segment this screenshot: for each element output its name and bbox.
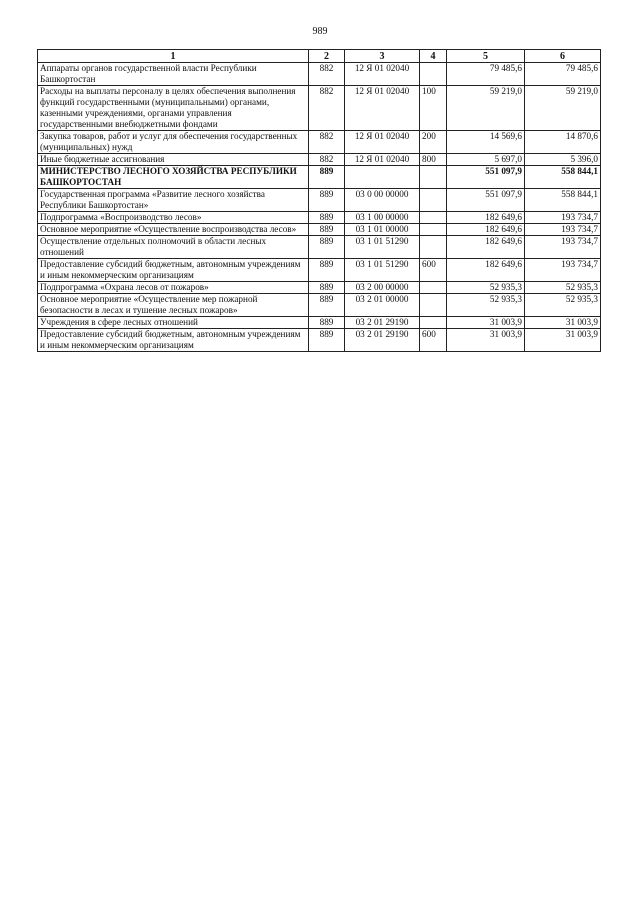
row-name-cell: Расходы на выплаты персоналу в целях обеспечения выполнения функций государственными (муниципальными) органами, казенными учреждениями, органами управления государственными внебюджетными фондами (38, 86, 309, 131)
row-name-cell: Осуществление отдельных полномочий в области лесных отношений (38, 236, 309, 259)
table-body (38, 63, 601, 352)
table-row (38, 86, 601, 131)
row-sum2-cell: 193 734,7 (525, 259, 601, 282)
table-row (38, 317, 601, 329)
row-sum1-cell: 52 935,3 (447, 294, 525, 317)
row-ved-cell: 882 (309, 63, 345, 86)
row-sum2-cell: 31 003,9 (525, 317, 601, 329)
row-ved-cell: 889 (309, 294, 345, 317)
column-header-2: 2 (309, 50, 345, 63)
column-header-5: 5 (447, 50, 525, 63)
table-header (38, 50, 601, 63)
row-sum1-cell: 551 097,9 (447, 189, 525, 212)
row-sum2-cell: 14 870,6 (525, 131, 601, 154)
table-row (38, 131, 601, 154)
column-header-3: 3 (345, 50, 420, 63)
row-name-cell: Подпрограмма «Воспроизводство лесов» (38, 212, 309, 224)
row-sum2-cell: 5 396,0 (525, 154, 601, 166)
row-name-cell: Предоставление субсидий бюджетным, автономным учреждениям и иным некоммерческим организациям (38, 329, 309, 352)
row-vr-cell (420, 212, 447, 224)
row-sum1-cell: 59 219,0 (447, 86, 525, 131)
row-vr-cell (420, 282, 447, 294)
row-ved-cell: 882 (309, 154, 345, 166)
row-ved-cell: 889 (309, 166, 345, 189)
row-vr-cell (420, 189, 447, 212)
row-vr-cell: 800 (420, 154, 447, 166)
row-name-cell: Учреждения в сфере лесных отношений (38, 317, 309, 329)
row-sum1-cell: 79 485,6 (447, 63, 525, 86)
row-ved-cell: 882 (309, 131, 345, 154)
row-vr-cell: 200 (420, 131, 447, 154)
row-ved-cell: 889 (309, 329, 345, 352)
budget-table (37, 49, 601, 352)
row-csr-cell: 12 Я 01 02040 (345, 154, 420, 166)
table-row (38, 236, 601, 259)
row-sum2-cell: 31 003,9 (525, 329, 601, 352)
row-sum2-cell: 558 844,1 (525, 189, 601, 212)
row-sum2-cell: 193 734,7 (525, 236, 601, 259)
row-csr-cell: 12 Я 01 02040 (345, 63, 420, 86)
row-vr-cell (420, 166, 447, 189)
row-sum2-cell: 193 734,7 (525, 212, 601, 224)
row-csr-cell: 03 1 01 51290 (345, 236, 420, 259)
row-sum2-cell: 52 935,3 (525, 294, 601, 317)
row-sum1-cell: 182 649,6 (447, 259, 525, 282)
row-name-cell: Предоставление субсидий бюджетным, автономным учреждениям и иным некоммерческим организациям (38, 259, 309, 282)
column-header-4: 4 (420, 50, 447, 63)
page-number: 989 (312, 26, 328, 37)
table-row (38, 189, 601, 212)
row-sum2-cell: 59 219,0 (525, 86, 601, 131)
row-sum1-cell: 182 649,6 (447, 224, 525, 236)
row-csr-cell: 12 Я 01 02040 (345, 86, 420, 131)
row-sum1-cell: 52 935,3 (447, 282, 525, 294)
table-row (38, 224, 601, 236)
row-vr-cell: 600 (420, 259, 447, 282)
row-vr-cell (420, 236, 447, 259)
row-csr-cell: 03 1 01 00000 (345, 224, 420, 236)
row-ved-cell: 882 (309, 86, 345, 131)
row-name-cell: Иные бюджетные ассигнования (38, 154, 309, 166)
table-row (38, 282, 601, 294)
row-vr-cell: 100 (420, 86, 447, 131)
table-row (38, 329, 601, 352)
row-ved-cell: 889 (309, 317, 345, 329)
row-csr-cell: 03 1 00 00000 (345, 212, 420, 224)
row-sum1-cell: 551 097,9 (447, 166, 525, 189)
row-sum1-cell: 14 569,6 (447, 131, 525, 154)
table-row (38, 294, 601, 317)
row-name-cell: МИНИСТЕРСТВО ЛЕСНОГО ХОЗЯЙСТВА РЕСПУБЛИКИ БАШКОРТОСТАН (38, 166, 309, 189)
table-row (38, 259, 601, 282)
row-csr-cell: 03 2 00 00000 (345, 282, 420, 294)
row-csr-cell: 03 1 01 51290 (345, 259, 420, 282)
row-csr-cell (345, 166, 420, 189)
row-sum2-cell: 558 844,1 (525, 166, 601, 189)
row-vr-cell (420, 294, 447, 317)
row-csr-cell: 03 2 01 29190 (345, 329, 420, 352)
row-ved-cell: 889 (309, 189, 345, 212)
row-name-cell: Закупка товаров, работ и услуг для обеспечения государственных (муниципальных) нужд (38, 131, 309, 154)
row-csr-cell: 03 2 01 00000 (345, 294, 420, 317)
row-csr-cell: 12 Я 01 02040 (345, 131, 420, 154)
row-name-cell: Основное мероприятие «Осуществление воспроизводства лесов» (38, 224, 309, 236)
row-vr-cell (420, 224, 447, 236)
row-sum1-cell: 5 697,0 (447, 154, 525, 166)
row-name-cell: Основное мероприятие «Осуществление мер пожарной безопасности в лесах и тушение лесных пожаров» (38, 294, 309, 317)
row-vr-cell (420, 317, 447, 329)
table-row (38, 154, 601, 166)
row-sum1-cell: 31 003,9 (447, 329, 525, 352)
row-sum1-cell: 31 003,9 (447, 317, 525, 329)
table-row (38, 212, 601, 224)
header-row (38, 50, 601, 63)
row-vr-cell: 600 (420, 329, 447, 352)
column-header-6: 6 (525, 50, 601, 63)
row-vr-cell (420, 63, 447, 86)
row-sum1-cell: 182 649,6 (447, 236, 525, 259)
row-name-cell: Подпрограмма «Охрана лесов от пожаров» (38, 282, 309, 294)
row-ved-cell: 889 (309, 236, 345, 259)
row-name-cell: Аппараты органов государственной власти Республики Башкортостан (38, 63, 309, 86)
row-csr-cell: 03 0 00 00000 (345, 189, 420, 212)
row-sum2-cell: 193 734,7 (525, 224, 601, 236)
table-row (38, 63, 601, 86)
row-name-cell: Государственная программа «Развитие лесного хозяйства Республики Башкортостан» (38, 189, 309, 212)
row-sum1-cell: 182 649,6 (447, 212, 525, 224)
row-ved-cell: 889 (309, 212, 345, 224)
column-header-1: 1 (38, 50, 309, 63)
row-sum2-cell: 52 935,3 (525, 282, 601, 294)
row-ved-cell: 889 (309, 224, 345, 236)
row-sum2-cell: 79 485,6 (525, 63, 601, 86)
table-row (38, 166, 601, 189)
row-ved-cell: 889 (309, 259, 345, 282)
row-ved-cell: 889 (309, 282, 345, 294)
row-csr-cell: 03 2 01 29190 (345, 317, 420, 329)
